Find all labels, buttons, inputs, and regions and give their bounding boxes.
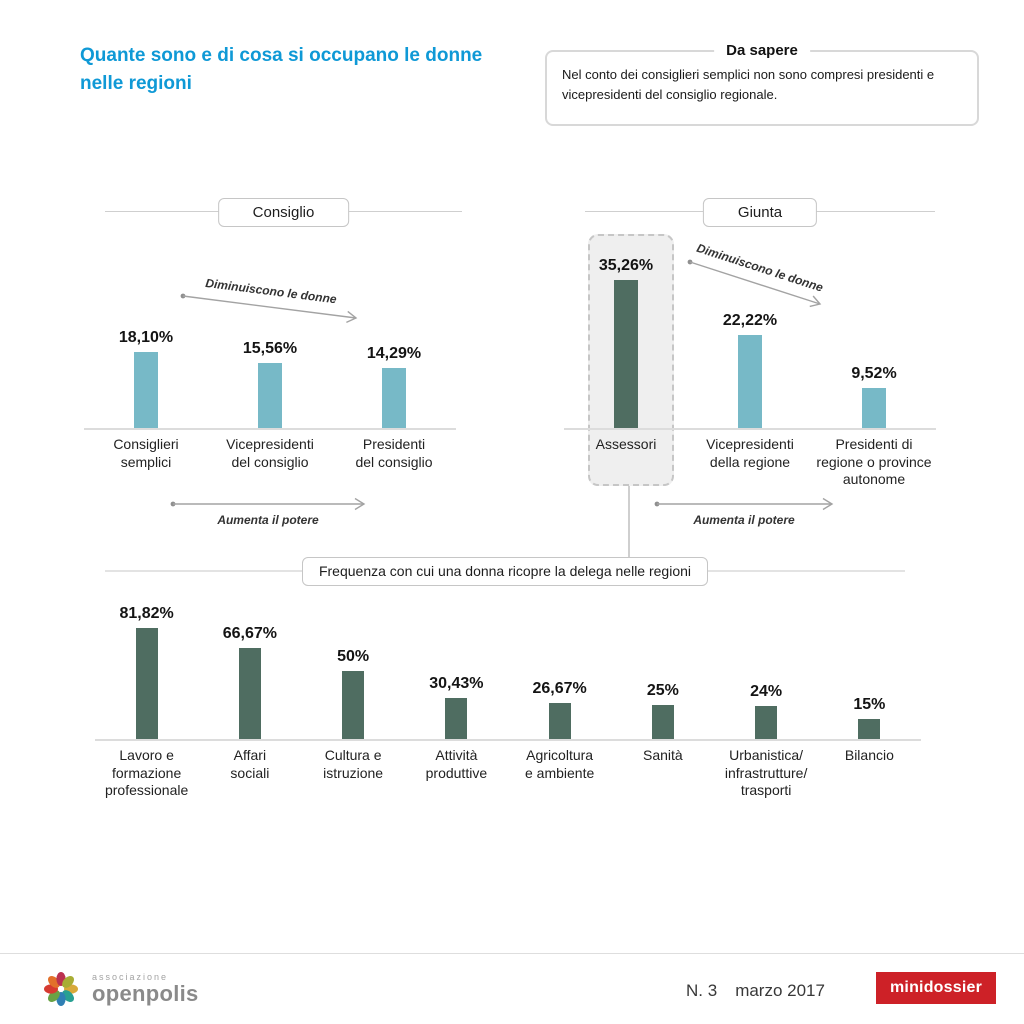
da-sapere-box: [545, 42, 979, 126]
issue-date: marzo 2017: [735, 981, 825, 1000]
chart-consiglio: [84, 300, 456, 471]
openpolis-logo-text: [92, 972, 199, 1007]
bar: [239, 648, 261, 739]
issue-number: N. 3: [686, 981, 718, 1000]
chart-column: [95, 600, 198, 800]
deleghe-header: [105, 557, 905, 586]
bar: [549, 703, 571, 739]
page-title-line2: nelle regioni: [80, 72, 192, 94]
bar-area: [532, 600, 586, 739]
bar: [134, 352, 158, 428]
openpolis-logo-icon: [36, 966, 86, 1012]
chart-column: [84, 300, 208, 471]
bar-category-label: Urbanistica/ infrastrutture/ trasporti: [724, 747, 808, 798]
bar-value-label: 25%: [646, 682, 679, 699]
bar-category-label: Vicepresidenti della regione: [706, 436, 794, 470]
bar: [382, 368, 406, 428]
bar-area: [851, 250, 896, 428]
assessori-connector-line: [628, 482, 630, 558]
bar-value-label: 14,29%: [366, 345, 422, 362]
bar: [445, 698, 467, 739]
bar-value-label: 18,10%: [118, 329, 174, 346]
chart-column: [405, 600, 508, 800]
bar-category-label: Attività produttive: [425, 747, 488, 781]
page-title: [80, 42, 560, 97]
bar-value-label: 30,43%: [429, 675, 484, 692]
bar-category-label: Presidenti del consiglio: [355, 436, 433, 470]
bar-area: [119, 600, 173, 739]
chart-column: [818, 600, 921, 800]
da-sapere-text: Nel conto dei consiglieri semplici non sono compresi presidenti e vicepresidenti del consiglio regionale.: [562, 67, 935, 103]
chart-giunta: [564, 250, 936, 489]
bar-value-label: 9,52%: [851, 365, 897, 382]
giunta-header: [585, 198, 935, 226]
chart-column: [564, 250, 688, 489]
bar-value-label: 66,67%: [222, 625, 277, 642]
bar-value-label: 35,26%: [598, 257, 654, 274]
bar-value-label: 50%: [337, 648, 370, 665]
association-label: associazione: [92, 971, 169, 982]
bar-area: [599, 250, 653, 428]
footer-divider: [0, 953, 1024, 954]
power-arrow-label: Aumenta il potere: [217, 513, 319, 527]
chart-column: [812, 250, 936, 489]
bar-value-label: 15,56%: [242, 340, 298, 357]
bar-value-label: 24%: [750, 683, 783, 700]
brand-label: openpolis: [92, 980, 199, 1006]
decrease-arrow-label: Diminuiscono le donne: [204, 275, 338, 307]
bar-category-label: Sanità: [643, 747, 683, 763]
bar-category-label: Assessori: [595, 436, 657, 452]
chart-column: [198, 600, 301, 800]
bar-category-label: Affari sociali: [230, 747, 270, 781]
chart-column: [208, 300, 332, 471]
bar-area: [647, 600, 679, 739]
bar-category-label: Presidenti di regione o province autonome: [816, 436, 932, 487]
bar-value-label: 15%: [853, 696, 886, 713]
openpolis-logo: [36, 966, 199, 1012]
consiglio-title: Consiglio: [218, 198, 350, 227]
bar: [652, 705, 674, 739]
issue-info: [686, 981, 825, 1001]
bar: [862, 388, 886, 428]
bar-category-label: Consiglieri semplici: [113, 436, 179, 470]
bar-category-label: Bilancio: [844, 747, 894, 763]
power-arrow-label: Aumenta il potere: [693, 513, 795, 527]
bar-area: [337, 600, 369, 739]
bar-category-label: Agricoltura e ambiente: [524, 747, 595, 781]
chart-deleghe: [95, 600, 921, 800]
chart-column: [332, 300, 456, 471]
giunta-title: Giunta: [703, 198, 817, 227]
bar: [614, 280, 638, 428]
chart-column: [715, 600, 818, 800]
page-title-line1: Quante sono e di cosa si occupano le donne: [80, 45, 483, 66]
bar: [342, 671, 364, 739]
bar: [136, 628, 158, 739]
bar-area: [223, 600, 277, 739]
chart-column: [302, 600, 405, 800]
power-arrow-consiglio: [166, 494, 370, 534]
bar-area: [243, 300, 297, 428]
bar-area: [367, 300, 421, 428]
bar-category-label: Cultura e istruzione: [323, 747, 384, 781]
minidossier-badge: minidossier: [876, 972, 996, 1004]
bar: [258, 363, 282, 428]
chart-column: [611, 600, 714, 800]
chart-column: [508, 600, 611, 800]
decrease-arrow-label: Diminuiscono le donne: [694, 240, 825, 295]
bar-area: [119, 300, 173, 428]
bar-area: [853, 600, 885, 739]
chart-column: [688, 250, 812, 489]
bar-category-label: Vicepresidenti del consiglio: [226, 436, 314, 470]
da-sapere-label: Da sapere: [714, 42, 810, 59]
bar: [858, 719, 880, 739]
bar-area: [723, 250, 777, 428]
bar-area: [750, 600, 782, 739]
bar-value-label: 81,82%: [119, 605, 174, 622]
bar-category-label: Lavoro e formazione professionale: [104, 747, 189, 798]
bar-value-label: 22,22%: [722, 312, 778, 329]
bar-area: [429, 600, 483, 739]
consiglio-header: [105, 198, 462, 226]
bar: [738, 335, 762, 428]
power-arrow-giunta: [650, 494, 838, 534]
bar: [755, 706, 777, 739]
deleghe-title: Frequenza con cui una donna ricopre la delega nelle regioni: [302, 557, 708, 586]
bar-value-label: 26,67%: [532, 680, 587, 697]
